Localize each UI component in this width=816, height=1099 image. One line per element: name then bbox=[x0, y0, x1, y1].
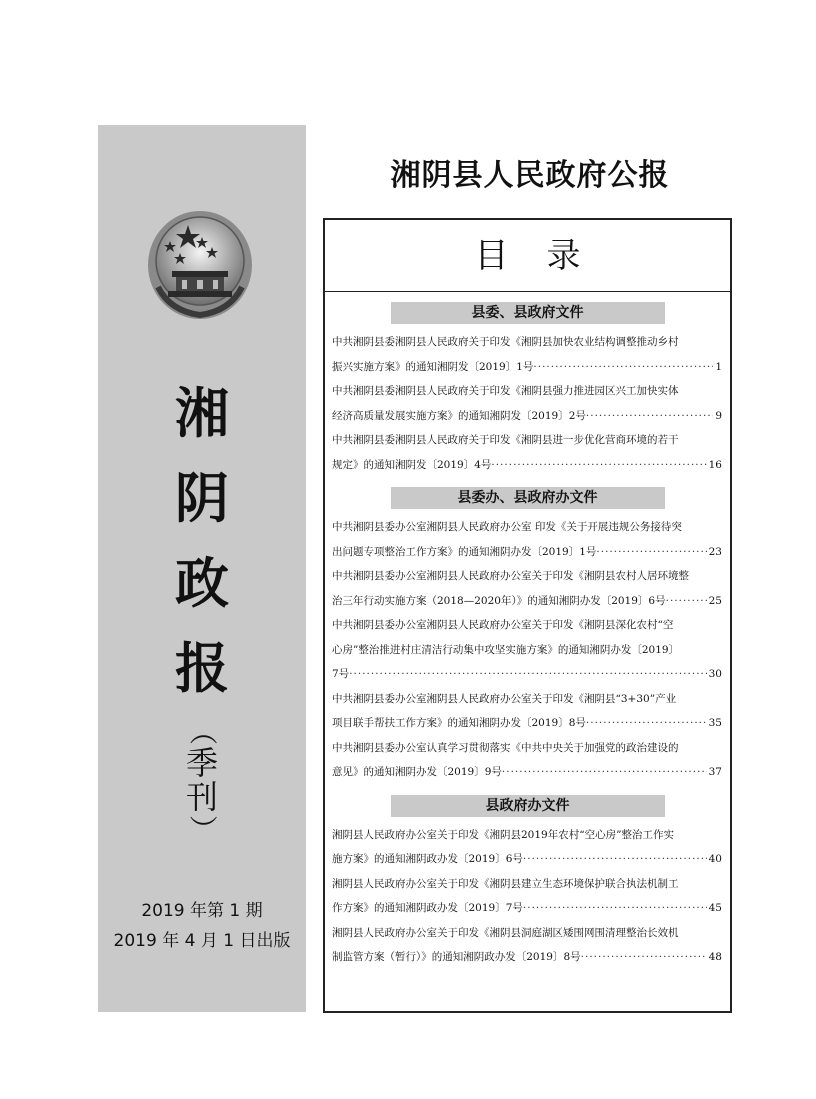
gazette-title: 湘阴县人民政府公报 bbox=[390, 158, 670, 193]
toc-section-title: 县委、县政府文件 bbox=[391, 302, 665, 324]
toc-entry-line: 振兴实施方案》的通知湘阴发〔2019〕1号 bbox=[332, 360, 534, 373]
toc-entry-line: 中共湘阴县委办公室认真学习贯彻落实《中共中央关于加强党的政治建设的 bbox=[332, 741, 679, 754]
toc-section-title: 县政府办文件 bbox=[391, 795, 665, 817]
publish-date: 2019 年 4 月 1 日出版 bbox=[113, 931, 291, 951]
leader-dots bbox=[523, 896, 707, 921]
leader-dots bbox=[523, 847, 707, 872]
toc-entry-line: 施方案》的通知湘阴政办发〔2019〕6号 bbox=[332, 853, 523, 865]
vertical-title-char-2: 阴 bbox=[175, 467, 229, 530]
leader-dots bbox=[666, 589, 707, 614]
leader-dots bbox=[581, 945, 707, 970]
leader-dots bbox=[491, 453, 706, 478]
issue-number: 2019 年第 1 期 bbox=[141, 901, 263, 921]
subtitle-char-1: 季 bbox=[185, 744, 218, 782]
leader-dots bbox=[349, 662, 706, 687]
toc-entry-page: 48 bbox=[708, 951, 722, 963]
toc-entry-line: 中共湘阴县委办公室湘阴县人民政府办公室 印发《关于开展违规公务接待突 bbox=[332, 521, 682, 533]
leader-dots bbox=[596, 540, 706, 565]
leader-dots bbox=[586, 404, 713, 429]
toc-entry-page: 9 bbox=[715, 409, 722, 422]
toc-entry-line: 湘阴县人民政府办公室关于印发《湘阴县2019年农村“空心房”整治工作实 bbox=[332, 828, 674, 841]
toc-entry-line: 意见》的通知湘阴办发〔2019〕9号 bbox=[332, 766, 502, 778]
toc-entry-line: 中共湘阴县委办公室湘阴县人民政府办公室关于印发《湘阴县农村人居环境整 bbox=[332, 570, 689, 582]
toc-entry-line: 项目联手帮扶工作方案》的通知湘阴办发〔2019〕8号 bbox=[332, 717, 586, 729]
toc-entry-line: 湘阴县人民政府办公室关于印发《湘阴县洞庭湖区矮围网围清理整治长效机 bbox=[332, 926, 679, 939]
toc-entry[interactable] bbox=[332, 330, 722, 379]
toc-entry-page: 23 bbox=[708, 545, 722, 558]
toc-entry-page: 45 bbox=[708, 902, 722, 914]
toc-entry-page: 16 bbox=[708, 458, 722, 471]
vertical-title-char-4: 报 bbox=[175, 637, 229, 700]
leader-dots bbox=[586, 711, 707, 736]
toc-entry-line: 中共湘阴县委湘阴县人民政府关于印发《湘阴县强力推进园区兴工加快实体 bbox=[332, 385, 679, 397]
subtitle-char-2: 刊 bbox=[185, 778, 218, 816]
toc-entry-page: 1 bbox=[715, 360, 722, 373]
toc-section-title: 县委办、县政府办文件 bbox=[391, 487, 665, 509]
toc-entry[interactable] bbox=[332, 515, 722, 564]
toc-entry-line: 中共湘阴县委办公室湘阴县人民政府办公室关于印发《湘阴县“3+30”产业 bbox=[332, 692, 677, 705]
toc-entry-line: 治三年行动实施方案（2018—2020年）》的通知湘阴办发〔2019〕6号 bbox=[332, 594, 666, 607]
toc-entry-line: 经济高质量发展实施方案》的通知湘阴发〔2019〕2号 bbox=[332, 409, 586, 422]
toc-entry-line: 规定》的通知湘阴发〔2019〕4号 bbox=[332, 458, 492, 471]
vertical-title-char-1: 湘 bbox=[175, 382, 229, 445]
table-of-contents bbox=[323, 218, 732, 1013]
toc-entry-page: 37 bbox=[708, 766, 722, 778]
toc-entry[interactable] bbox=[332, 921, 722, 970]
subtitle-open-paren: （ bbox=[185, 716, 219, 746]
toc-entry[interactable] bbox=[332, 687, 722, 736]
toc-heading: 目录 bbox=[325, 220, 730, 292]
toc-entry-line: 7号 bbox=[332, 668, 350, 680]
toc-entry[interactable] bbox=[332, 872, 722, 921]
toc-entry[interactable] bbox=[332, 379, 722, 428]
toc-entry-page: 30 bbox=[708, 668, 722, 680]
leader-dots bbox=[533, 355, 713, 380]
toc-entry-line: 出问题专项整治工作方案》的通知湘阴办发〔2019〕1号 bbox=[332, 545, 597, 558]
toc-entry-line: 作方案》的通知湘阴政办发〔2019〕7号 bbox=[332, 902, 523, 914]
toc-entry-line: 中共湘阴县委湘阴县人民政府关于印发《湘阴县进一步优化营商环境的若干 bbox=[332, 434, 679, 446]
toc-entry-page: 40 bbox=[708, 853, 722, 865]
toc-entry[interactable] bbox=[332, 428, 722, 477]
national-emblem-icon bbox=[140, 207, 260, 327]
toc-entry[interactable] bbox=[332, 564, 722, 613]
toc-entry-page: 35 bbox=[708, 717, 722, 729]
subtitle-close-paren: ） bbox=[185, 814, 219, 844]
toc-entry[interactable] bbox=[332, 823, 722, 872]
toc-entry-line: 湘阴县人民政府办公室关于印发《湘阴县建立生态环境保护联合执法机制工 bbox=[332, 877, 679, 890]
toc-entry[interactable] bbox=[332, 736, 722, 785]
toc-entry-line: 中共湘阴县委办公室湘阴县人民政府办公室关于印发《湘阴县深化农村“空 bbox=[332, 619, 674, 631]
toc-entry[interactable] bbox=[332, 613, 722, 687]
toc-entry-line: 心房”整治推进村庄清洁行动集中攻坚实施方案》的通知湘阴办发〔2019〕 bbox=[332, 643, 680, 656]
toc-entry-line: 中共湘阴县委湘阴县人民政府关于印发《湘阴县加快农业结构调整推动乡村 bbox=[332, 336, 679, 348]
vertical-title-char-3: 政 bbox=[175, 552, 229, 615]
sidebar-panel bbox=[98, 125, 306, 1012]
leader-dots bbox=[502, 760, 707, 785]
toc-entry-page: 25 bbox=[708, 594, 722, 607]
toc-entry-line: 制监管方案（暂行）》的通知湘阴政办发〔2019〕8号 bbox=[332, 951, 581, 963]
